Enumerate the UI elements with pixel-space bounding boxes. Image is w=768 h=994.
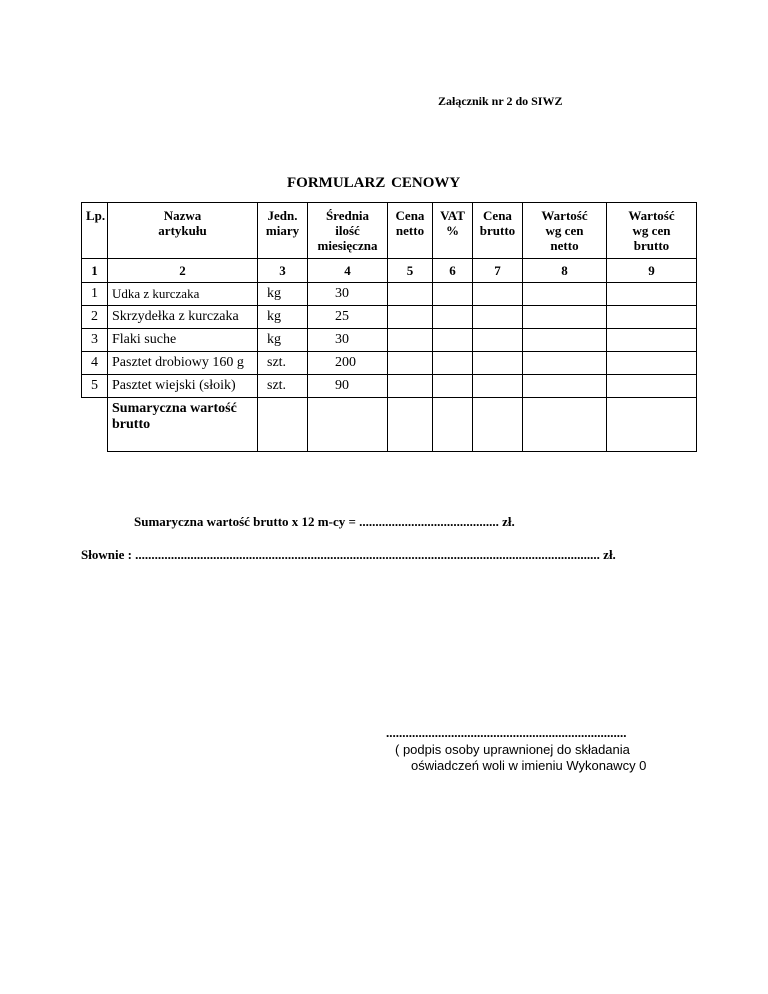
price-gross-cell [473,352,523,375]
header-row [82,203,697,259]
value-net-cell [523,352,607,375]
price-gross-cell [473,329,523,352]
vat-cell [433,306,473,329]
vat-cell [433,352,473,375]
row-number: 2 [82,306,108,329]
value-gross-cell [607,375,697,398]
price-net-cell [388,329,433,352]
table-row [82,306,697,329]
value-gross-cell [607,329,697,352]
column-number: 1 [82,259,108,283]
column-header: Nazwa artykułu [108,203,258,259]
column-number: 9 [607,259,697,283]
column-header: VAT % [433,203,473,259]
summary-cell [433,398,473,452]
vat-cell [433,375,473,398]
value-gross-cell [607,283,697,306]
item-name: Pasztet drobiowy 160 g [108,352,258,375]
amount-in-words-line: Słownie : ............................................................................................................................................... zł. [81,547,616,562]
item-unit: kg [258,329,308,352]
summary-label: Sumaryczna wartość brutto [108,398,258,452]
value-net-cell [523,329,607,352]
value-net-cell [523,375,607,398]
column-header: Lp. [82,203,108,259]
price-gross-cell [473,306,523,329]
value-net-cell [523,306,607,329]
row-number: 4 [82,352,108,375]
item-quantity: 30 [308,329,388,352]
form-title: FORMULARZ CENOWY [287,175,461,191]
item-quantity: 90 [308,375,388,398]
summary-cell [308,398,388,452]
summary-cell [388,398,433,452]
column-header: Wartość wg cen brutto [607,203,697,259]
item-unit: kg [258,283,308,306]
column-number: 2 [108,259,258,283]
row-number: 3 [82,329,108,352]
vat-cell [433,283,473,306]
column-number: 4 [308,259,388,283]
column-number: 7 [473,259,523,283]
signature-caption-line: oświadczeń woli w imieniu Wykonawcy 0 [411,758,647,773]
signature-caption [395,742,646,774]
attachment-label: Załącznik nr 2 do SIWZ [438,94,563,108]
column-number: 3 [258,259,308,283]
item-quantity: 25 [308,306,388,329]
price-net-cell [388,306,433,329]
column-header: Jedn. miary [258,203,308,259]
total-yearly-line: Sumaryczna wartość brutto x 12 m-cy = ........................................... zł. [134,514,515,529]
item-unit: szt. [258,352,308,375]
table-row [82,375,697,398]
item-quantity: 200 [308,352,388,375]
price-net-cell [388,375,433,398]
column-header: Wartość wg cen netto [523,203,607,259]
item-unit: szt. [258,375,308,398]
item-name: Pasztet wiejski (słoik) [108,375,258,398]
column-header: Cena netto [388,203,433,259]
price-net-cell [388,283,433,306]
row-number: 5 [82,375,108,398]
column-number: 6 [433,259,473,283]
column-header: Średnia ilość miesięczna [308,203,388,259]
summary-gross-total-cell [607,398,697,452]
value-gross-cell [607,352,697,375]
column-number-row [82,259,697,283]
table-row [82,283,697,306]
summary-cell [523,398,607,452]
summary-row [82,398,697,452]
signature-caption-line: ( podpis osoby uprawnionej do składania [395,742,630,757]
column-number: 8 [523,259,607,283]
price-gross-cell [473,375,523,398]
item-unit: kg [258,306,308,329]
row-number: 1 [82,283,108,306]
item-name: Flaki suche [108,329,258,352]
value-net-cell [523,283,607,306]
summary-blank-cell [82,398,108,452]
summary-cell [473,398,523,452]
price-net-cell [388,352,433,375]
vat-cell [433,329,473,352]
table-row [82,329,697,352]
column-header: Cena brutto [473,203,523,259]
column-number: 5 [388,259,433,283]
price-table [81,202,697,452]
item-quantity: 30 [308,283,388,306]
summary-cell [258,398,308,452]
value-gross-cell [607,306,697,329]
item-name: Udka z kurczaka [108,283,258,306]
item-name: Skrzydełka z kurczaka [108,306,258,329]
price-gross-cell [473,283,523,306]
signature-line: .......................................................................... [386,725,627,740]
table-row [82,352,697,375]
